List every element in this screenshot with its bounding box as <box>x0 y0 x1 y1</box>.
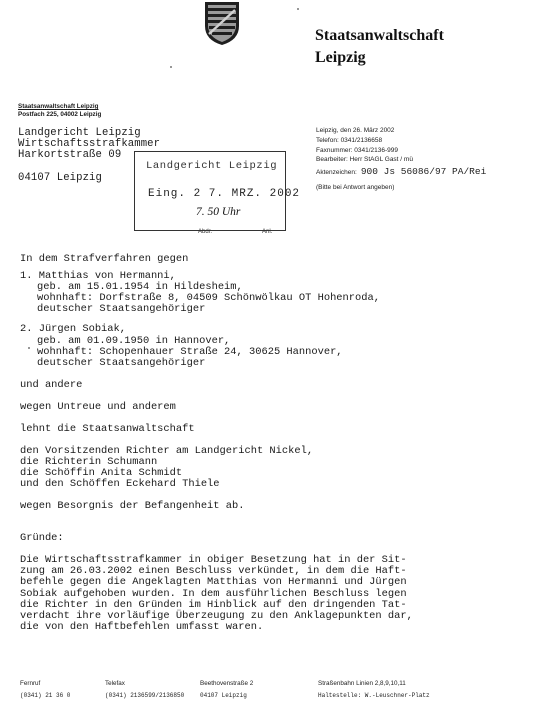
recipient-line3: Harkortstraße 09 <box>18 149 122 161</box>
defendant-2-address: wohnhaft: Schopenhauer Straße 24, 30625 Hannover, <box>37 346 343 358</box>
recipient-line1: Landgericht Leipzig <box>18 127 141 139</box>
grounds-heading: Gründe: <box>20 532 64 544</box>
stamp-abdr: Abdr. <box>198 229 213 235</box>
bearbeiter: Bearbeiter: Herr StAGL Gast / mü <box>316 156 413 163</box>
scan-speck <box>170 66 172 68</box>
grounds-line: befehle gegen die Angeklagten Matthias von Hermanni und Jürgen <box>20 576 407 588</box>
judge-3: die Schöffin Anita Schmidt <box>20 467 183 479</box>
stamp-anl: Anl. <box>262 229 273 235</box>
letter-date: Leipzig, den 26. März 2002 <box>316 127 395 134</box>
and-others: und andere <box>20 379 83 391</box>
return-address-line2: Postfach 225, 04002 Leipzig <box>18 111 102 118</box>
defendant-2-nationality: deutscher Staatsangehöriger <box>37 357 206 369</box>
stamp-title: Landgericht Leipzig <box>146 160 278 172</box>
grounds-line: die von den Haftbefehlen umfasst waren. <box>20 621 264 633</box>
judge-2: die Richterin Schumann <box>20 456 158 468</box>
grounds-line: Die Wirtschaftsstrafkammer in obiger Besetzung hat in der Sit- <box>20 554 407 566</box>
aktenzeichen-value: 900 Js 56086/97 PA/Rei <box>360 166 487 177</box>
stamp-date: Eing. 2 7. MRZ. 2002 <box>148 188 301 200</box>
defendant-1-nationality: deutscher Staatsangehöriger <box>37 303 206 315</box>
footer-phone-value: (0341) 21 36 0 <box>20 692 71 699</box>
defendant-2-name: 2. Jürgen Sobiak, <box>20 323 127 335</box>
footer-fax-value: (0341) 2136599/2136850 <box>105 692 185 699</box>
charge-line: wegen Untreue und anderem <box>20 401 176 413</box>
footer-fax-label: Telefax <box>105 680 125 687</box>
reason-line: wegen Besorgnis der Befangenheit ab. <box>20 500 245 512</box>
scan-speck <box>28 347 30 349</box>
coat-of-arms-icon <box>203 0 241 46</box>
footer-phone-label: Fernruf <box>20 680 41 687</box>
decision-line: lehnt die Staatsanwaltschaft <box>20 423 195 435</box>
return-address-line1: Staatsanwaltschaft Leipzig <box>18 103 99 110</box>
footer-street: Beethovenstraße 2 <box>200 680 254 687</box>
defendant-1-address: wohnhaft: Dorfstraße 8, 04509 Schönwölkau OT Hohenroda, <box>37 292 380 304</box>
grounds-line: verdacht ihre vorläufige Überzeugung zu den Anklagepunkten dar, <box>20 610 413 622</box>
footer-stop: Haltestelle: W.-Leuschner-Platz <box>318 692 430 699</box>
recipient-line2: Wirtschaftsstrafkammer <box>18 138 161 150</box>
grounds-line: zung am 26.03.2002 einen Beschluss verkündet, in dem die Haft- <box>20 565 407 577</box>
judge-1: den Vorsitzenden Richter am Landgericht Nickel, <box>20 445 314 457</box>
aktenzeichen-label: Aktenzeichen: <box>316 169 357 176</box>
defendant-1-name: 1. Matthias von Hermanni, <box>20 270 176 282</box>
grounds-line: Sobiak aufgehoben wurden. In dem ausführlichen Beschluss legen <box>20 588 407 600</box>
telefon: Telefon: 0341/2136658 <box>316 137 383 144</box>
scan-speck <box>297 8 299 10</box>
footer-tram: Straßenbahn Linien 2,8,9,10,11 <box>318 680 406 687</box>
stamp-time: 7. 50 Uhr <box>196 206 241 218</box>
recipient-line4: 04107 Leipzig <box>18 172 102 184</box>
grounds-line: die Richter in den Gründen im Hinblick auf den dringenden Tat- <box>20 599 407 611</box>
defendant-2-birth: geb. am 01.09.1950 in Hannover, <box>37 335 231 347</box>
judge-4: und den Schöffen Eckehard Thiele <box>20 478 220 490</box>
faxnummer: Faxnummer: 0341/2136-999 <box>316 147 399 154</box>
authority-city: Leipzig <box>315 49 366 66</box>
authority-name: Staatsanwaltschaft <box>315 27 444 44</box>
aktenzeichen <box>316 166 486 177</box>
reply-hint: (Bitte bei Antwort angeben) <box>316 184 395 191</box>
intro-line: In dem Strafverfahren gegen <box>20 253 189 265</box>
footer-city: 04107 Leipzig <box>200 692 247 699</box>
defendant-1-birth: geb. am 15.01.1954 in Hildesheim, <box>37 281 243 293</box>
